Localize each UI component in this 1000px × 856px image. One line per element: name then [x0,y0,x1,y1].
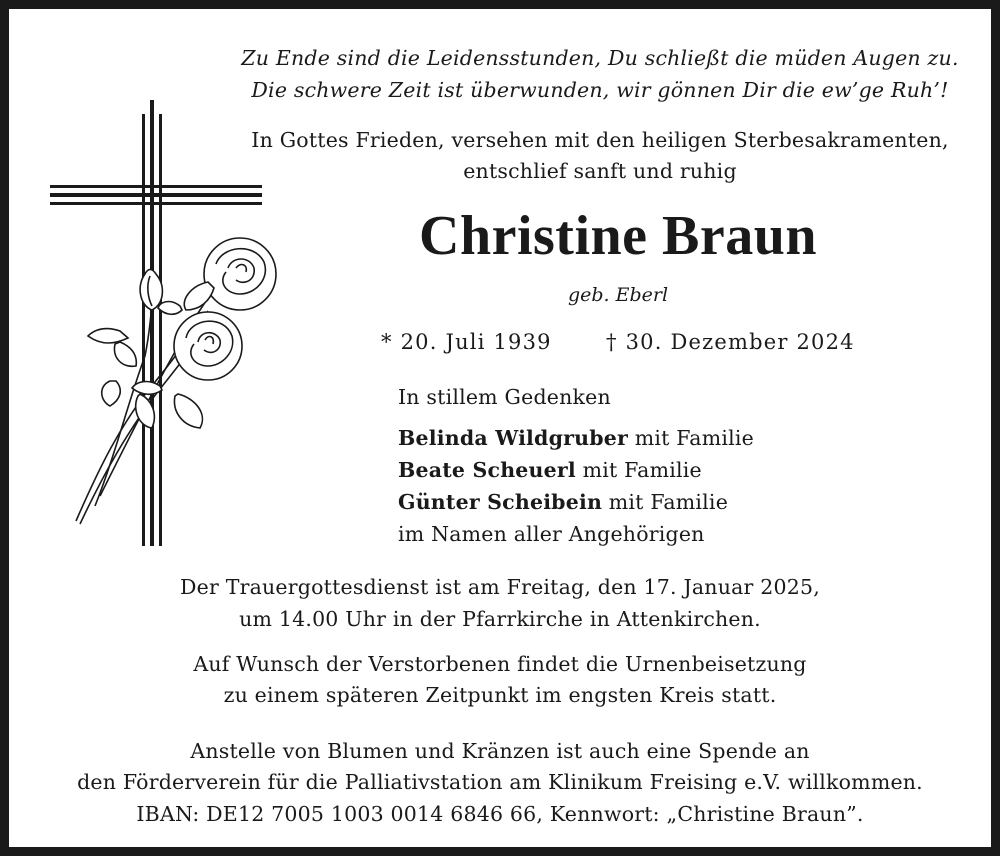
mourners-closing: im Namen aller Angehörigen [398,522,705,546]
mourner-name: Belinda Wildgruber [398,426,628,450]
burial-line-1: Auf Wunsch der Verstorbenen findet die Urnenbeisetzung [193,652,807,676]
mourner-entry [398,485,728,519]
death-date: † 30. Dezember 2024 [606,330,855,354]
mourner-entry [398,421,754,455]
poem-line-2: Die schwere Zeit ist überwunden, wir gönnen Dir die ew’ge Ruh’! [251,78,949,102]
intro-line-2: entschlief sanft und ruhig [463,159,737,183]
maiden-name: geb. Eberl [567,284,669,306]
donation-line-2: den Förderverein für die Palliativstation am Klinikum Freising e.V. willkommen. [77,770,923,794]
birth-date: * 20. Juli 1939 [381,330,552,354]
service-line-1: Der Trauergottesdienst ist am Freitag, den 17. Januar 2025, [180,575,820,599]
mourners-heading: In stillem Gedenken [398,385,611,409]
mourner-suffix: mit Familie [628,426,754,450]
mourner-name: Beate Scheuerl [398,458,576,482]
service-line-2: um 14.00 Uhr in der Pfarrkirche in Attenkirchen. [239,607,761,631]
poem-line-1: Zu Ende sind die Leidensstunden, Du schließt die müden Augen zu. [241,46,959,70]
mourner-entry [398,453,702,487]
mourner-name: Günter Scheibein [398,490,603,514]
donation-line-3: IBAN: DE12 7005 1003 0014 6846 66, Kennwort: „Christine Braun”. [136,802,864,826]
mourner-suffix: mit Familie [575,458,702,482]
mourner-suffix: mit Familie [602,490,729,514]
deceased-name: Christine Braun [419,205,817,267]
donation-line-1: Anstelle von Blumen und Kränzen ist auch eine Spende an [190,739,810,763]
burial-line-2: zu einem späteren Zeitpunkt im engsten Kreis statt. [223,683,777,707]
intro-line-1: In Gottes Frieden, versehen mit den heiligen Sterbesakramenten, [251,128,949,152]
